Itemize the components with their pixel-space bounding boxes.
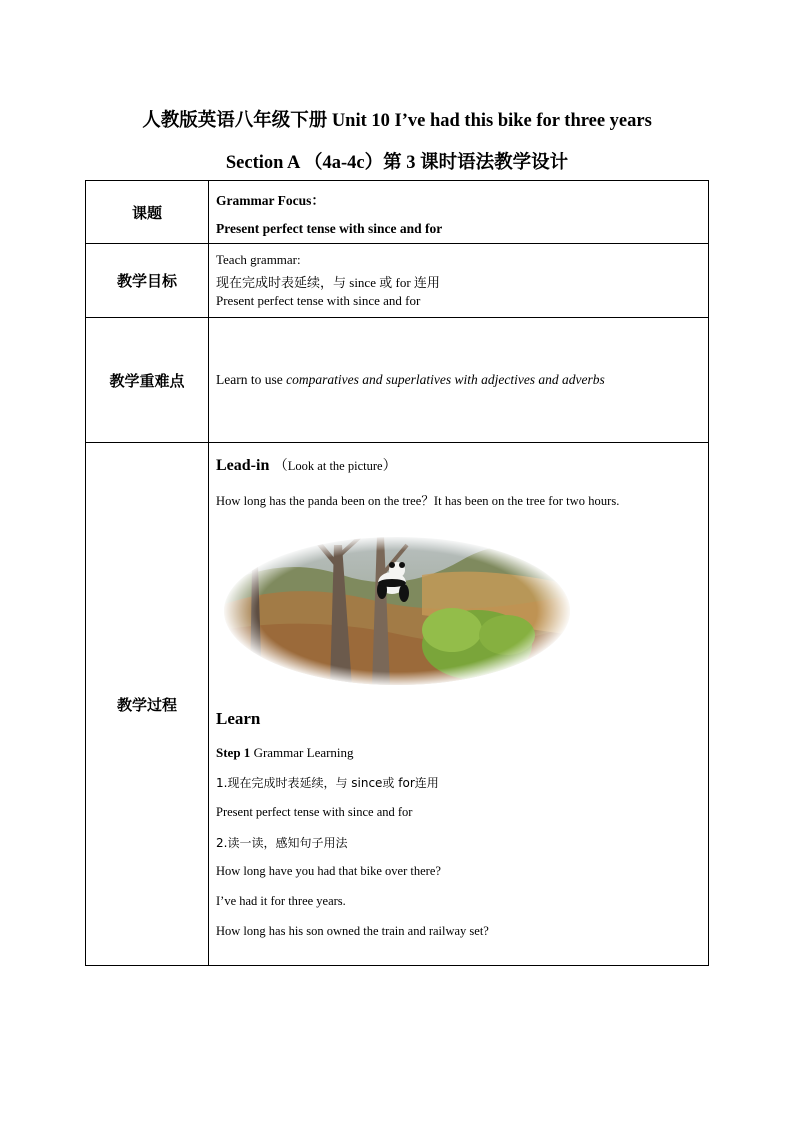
- table-row-process: [86, 443, 709, 966]
- step-1-rest: Grammar Learning: [250, 745, 354, 760]
- item-2-cn: 2.读一读，感知句子用法: [216, 836, 348, 850]
- row-content-goals: [209, 244, 709, 318]
- step-1-bold: Step 1: [216, 745, 251, 760]
- key-points-plain: Learn to use: [216, 372, 287, 387]
- row-content-process: [209, 443, 709, 966]
- leadin-title: Lead-in: [216, 457, 270, 474]
- table-row-topic: [86, 181, 709, 244]
- leadin-note-close: ）: [382, 458, 397, 474]
- goals-line-3: Present perfect tense with since and for: [216, 293, 421, 308]
- table-row-key-points: [86, 318, 709, 443]
- leadin-note-open: （: [269, 458, 288, 474]
- row-content-key-points: [209, 318, 709, 443]
- step-1: [216, 745, 702, 761]
- leadin-note: Look at the picture: [287, 459, 383, 473]
- goals-line-2-cn-a: 现在完成时表延续，与: [216, 276, 347, 291]
- row-label-key-points: 教学重难点: [86, 318, 209, 443]
- row-content-topic: [209, 181, 709, 244]
- goals-line-2-cn-c: 连用: [413, 276, 440, 291]
- example-2: I’ve had it for three years.: [216, 894, 346, 908]
- panda-photo: [222, 535, 702, 691]
- item-1-en: Present perfect tense with since and for: [216, 805, 413, 819]
- goals-line-2-cn-b: 或: [379, 276, 393, 291]
- item-1-cn: 1.现在完成时表延续，与 since或 for连用: [216, 776, 439, 790]
- example-1: How long have you had that bike over there?: [216, 864, 441, 878]
- learn-heading: Learn: [216, 709, 261, 728]
- row-label-process: 教学过程: [86, 443, 209, 966]
- goals-line-2-en-b: for: [392, 275, 414, 290]
- table-row-goals: [86, 244, 709, 318]
- row-label-goals: 教学目标: [86, 244, 209, 318]
- leadin-question: How long has the panda been on the tree？It has been on the tree for two hours.: [216, 494, 620, 508]
- topic-line-2: Present perfect tense with since and for: [216, 221, 443, 236]
- document-title-line-2: Section A （4a-4c）第 3 课时语法教学设计: [225, 153, 569, 173]
- document-title-line-1: 人教版英语八年级下册 Unit 10 I’ve had this bike for three years: [142, 111, 652, 131]
- key-points-text: [216, 372, 702, 388]
- topic-line-1: Grammar Focus：: [216, 193, 325, 208]
- row-label-topic: 课题: [86, 181, 209, 244]
- goals-line-1: Teach grammar:: [216, 252, 301, 267]
- example-3: How long has his son owned the train and railway set?: [216, 924, 489, 938]
- leadin-heading: [216, 455, 702, 475]
- key-points-italic: comparatives and superlatives with adjectives and adverbs: [286, 372, 605, 387]
- lesson-plan-table: [85, 180, 709, 966]
- goals-line-2: [216, 272, 702, 291]
- panda-on-tree-image: [222, 535, 572, 687]
- goals-line-2-en-a: since: [346, 275, 380, 290]
